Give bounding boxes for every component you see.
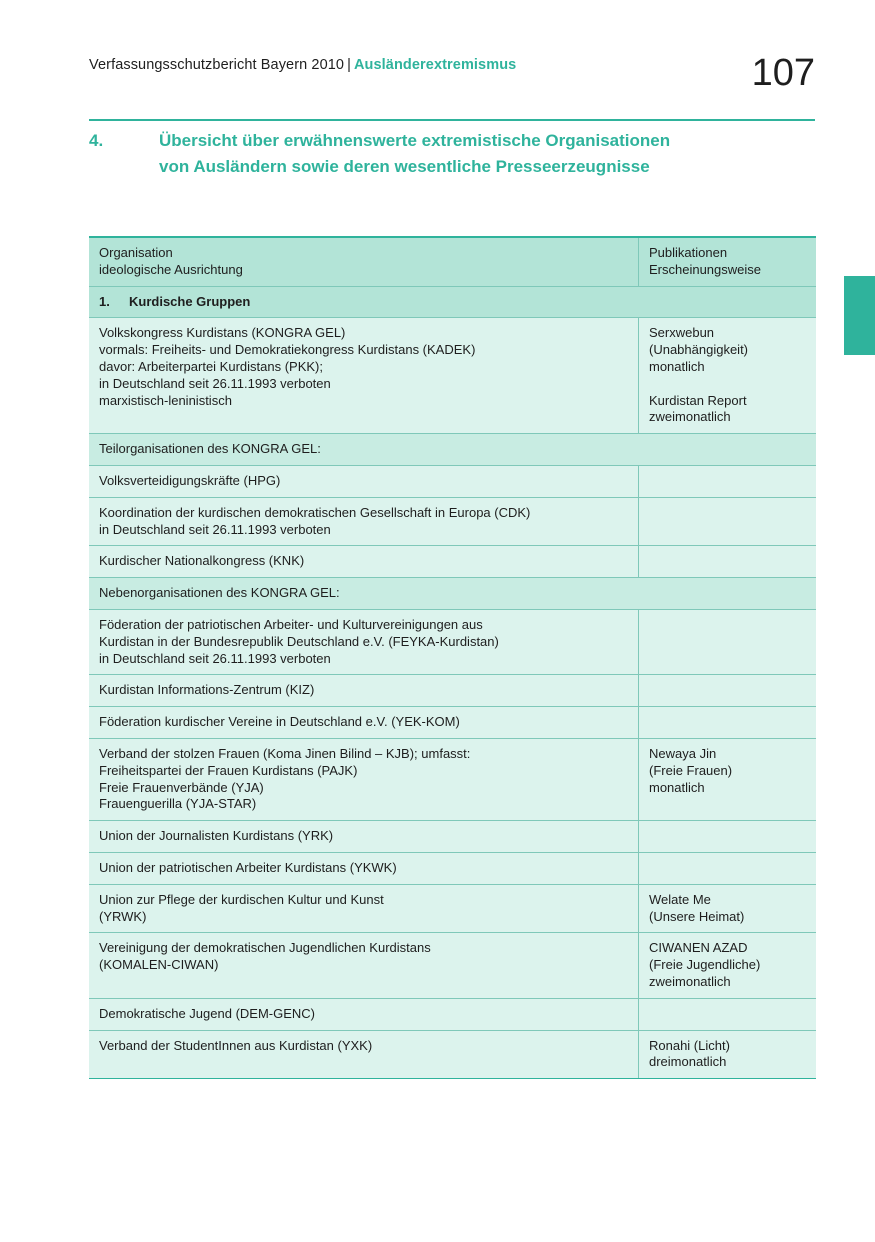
pub-line: Newaya Jin <box>649 745 717 761</box>
org-line: Vereinigung der demokratischen Jugendlichen Kurdistans <box>99 940 431 956</box>
table-row <box>89 675 816 707</box>
org-line: vormals: Freiheits- und Demokratiekongress Kurdistans (KADEK) <box>99 342 476 358</box>
publication-cell <box>639 998 817 1030</box>
table-row <box>89 497 816 546</box>
section-title: Ausländerextremismus <box>353 57 517 73</box>
header-cell-organisation <box>89 237 639 286</box>
table-row <box>89 318 816 434</box>
pub-line: Welate Me <box>649 891 711 907</box>
table-header-row <box>89 237 816 286</box>
chapter-side-tab <box>844 276 875 355</box>
chapter-title <box>159 128 799 180</box>
publication-cell <box>639 318 817 434</box>
publication-cell <box>639 609 817 674</box>
pub-line: Kurdistan Report <box>649 392 747 408</box>
org-cell: Föderation kurdischer Vereine in Deutschland e.V. (YEK-KOM) <box>89 707 639 739</box>
subheading-row <box>89 434 816 466</box>
table-row <box>89 546 816 578</box>
org-line: (YRWK) <box>99 908 147 924</box>
publication-cell <box>639 933 817 998</box>
pub-line: (Unsere Heimat) <box>649 908 745 924</box>
chapter-number: 4. <box>89 131 104 150</box>
publication-cell <box>639 884 817 933</box>
table-row <box>89 998 816 1030</box>
org-cell: Union der patriotischen Arbeiter Kurdistans (YKWK) <box>89 852 639 884</box>
pub-line: dreimonatlich <box>649 1054 727 1070</box>
publication-cell <box>639 707 817 739</box>
org-line: Freiheitspartei der Frauen Kurdistans (PAJK) <box>99 762 358 778</box>
header-label: Publikationen <box>649 245 728 260</box>
org-cell <box>89 609 639 674</box>
org-line: (KOMALEN-CIWAN) <box>99 957 219 973</box>
page-number: 107 <box>751 52 815 94</box>
subheading-cell: Teilorganisationen des KONGRA GEL: <box>89 434 816 466</box>
org-line: Kurdistan in der Bundesrepublik Deutschland e.V. (FEYKA-Kurdistan) <box>99 633 499 649</box>
pub-line: monatlich <box>649 779 705 795</box>
table-row <box>89 1030 816 1079</box>
header-label: ideologische Ausrichtung <box>99 261 243 277</box>
table-row <box>89 933 816 998</box>
pub-line: (Freie Frauen) <box>649 762 733 778</box>
header-separator: | <box>347 57 351 73</box>
org-line: Verband der stolzen Frauen (Koma Jinen Bilind – KJB); umfasst: <box>99 745 471 761</box>
header-label: Erscheinungsweise <box>649 261 762 277</box>
org-cell: Demokratische Jugend (DEM-GENC) <box>89 998 639 1030</box>
pub-line: Ronahi (Licht) <box>649 1037 730 1053</box>
org-line: Union zur Pflege der kurdischen Kultur und Kunst <box>99 891 384 907</box>
org-cell: Volksverteidigungskräfte (HPG) <box>89 465 639 497</box>
org-cell <box>89 738 639 820</box>
org-cell: Kurdistan Informations-Zentrum (KIZ) <box>89 675 639 707</box>
pub-line: CIWANEN AZAD <box>649 940 748 956</box>
org-line: in Deutschland seit 26.11.1993 verboten <box>99 650 331 666</box>
publication-cell <box>639 546 817 578</box>
pub-line: zweimonatlich <box>649 973 731 989</box>
table-row <box>89 707 816 739</box>
running-header <box>89 57 516 73</box>
org-line: Freie Frauenverbände (YJA) <box>99 779 264 795</box>
org-cell: Union der Journalisten Kurdistans (YRK) <box>89 821 639 853</box>
table-row <box>89 852 816 884</box>
subheading-row <box>89 578 816 610</box>
org-cell <box>89 884 639 933</box>
publication-cell <box>639 852 817 884</box>
pub-line: (Freie Jugendliche) <box>649 957 761 973</box>
org-line: Föderation der patriotischen Arbeiter- und Kulturvereinigungen aus <box>99 616 483 632</box>
org-cell <box>89 497 639 546</box>
org-cell <box>89 933 639 998</box>
subheading-cell: Nebenorganisationen des KONGRA GEL: <box>89 578 816 610</box>
pub-line: monatlich <box>649 358 705 374</box>
pub-line: zweimonatlich <box>649 409 731 425</box>
table-row <box>89 738 816 820</box>
publication-cell <box>639 1030 817 1079</box>
table-row <box>89 821 816 853</box>
org-line: Frauenguerilla (YJA-STAR) <box>99 796 257 812</box>
org-line: in Deutschland seit 26.11.1993 verboten <box>99 375 331 391</box>
pub-line: Serxwebun <box>649 325 715 341</box>
org-line: Volkskongress Kurdistans (KONGRA GEL) <box>99 325 346 341</box>
organisations-table <box>89 236 816 1079</box>
organisations-table-wrapper <box>89 236 815 1079</box>
org-cell <box>89 318 639 434</box>
org-line: davor: Arbeiterpartei Kurdistans (PKK); <box>99 358 323 374</box>
group-number: 1. <box>99 293 110 309</box>
publication-cell <box>639 497 817 546</box>
table-row <box>89 465 816 497</box>
header-divider <box>89 119 815 121</box>
pub-spacer <box>649 376 806 393</box>
pub-line: (Unabhängigkeit) <box>649 342 749 358</box>
report-title: Verfassungsschutzbericht Bayern 2010 <box>89 57 345 73</box>
publication-cell <box>639 465 817 497</box>
group-row <box>89 286 816 318</box>
org-cell: Verband der StudentInnen aus Kurdistan (YXK) <box>89 1030 639 1079</box>
header-label: Organisation <box>99 245 173 260</box>
chapter-title-line: Übersicht über erwähnenswerte extremistische Organisationen <box>159 131 671 150</box>
table-row <box>89 884 816 933</box>
chapter-title-line: von Ausländern sowie deren wesentliche Presseerzeugnisse <box>159 157 650 176</box>
publication-cell <box>639 675 817 707</box>
table-row <box>89 609 816 674</box>
group-cell <box>89 286 816 318</box>
publication-cell <box>639 821 817 853</box>
org-line: marxistisch-leninistisch <box>99 392 232 408</box>
org-cell: Kurdischer Nationalkongress (KNK) <box>89 546 639 578</box>
org-line: in Deutschland seit 26.11.1993 verboten <box>99 521 331 537</box>
group-label: Kurdische Gruppen <box>129 293 251 309</box>
org-line: Koordination der kurdischen demokratischen Gesellschaft in Europa (CDK) <box>99 504 531 520</box>
publication-cell <box>639 738 817 820</box>
header-cell-publikationen <box>639 237 817 286</box>
